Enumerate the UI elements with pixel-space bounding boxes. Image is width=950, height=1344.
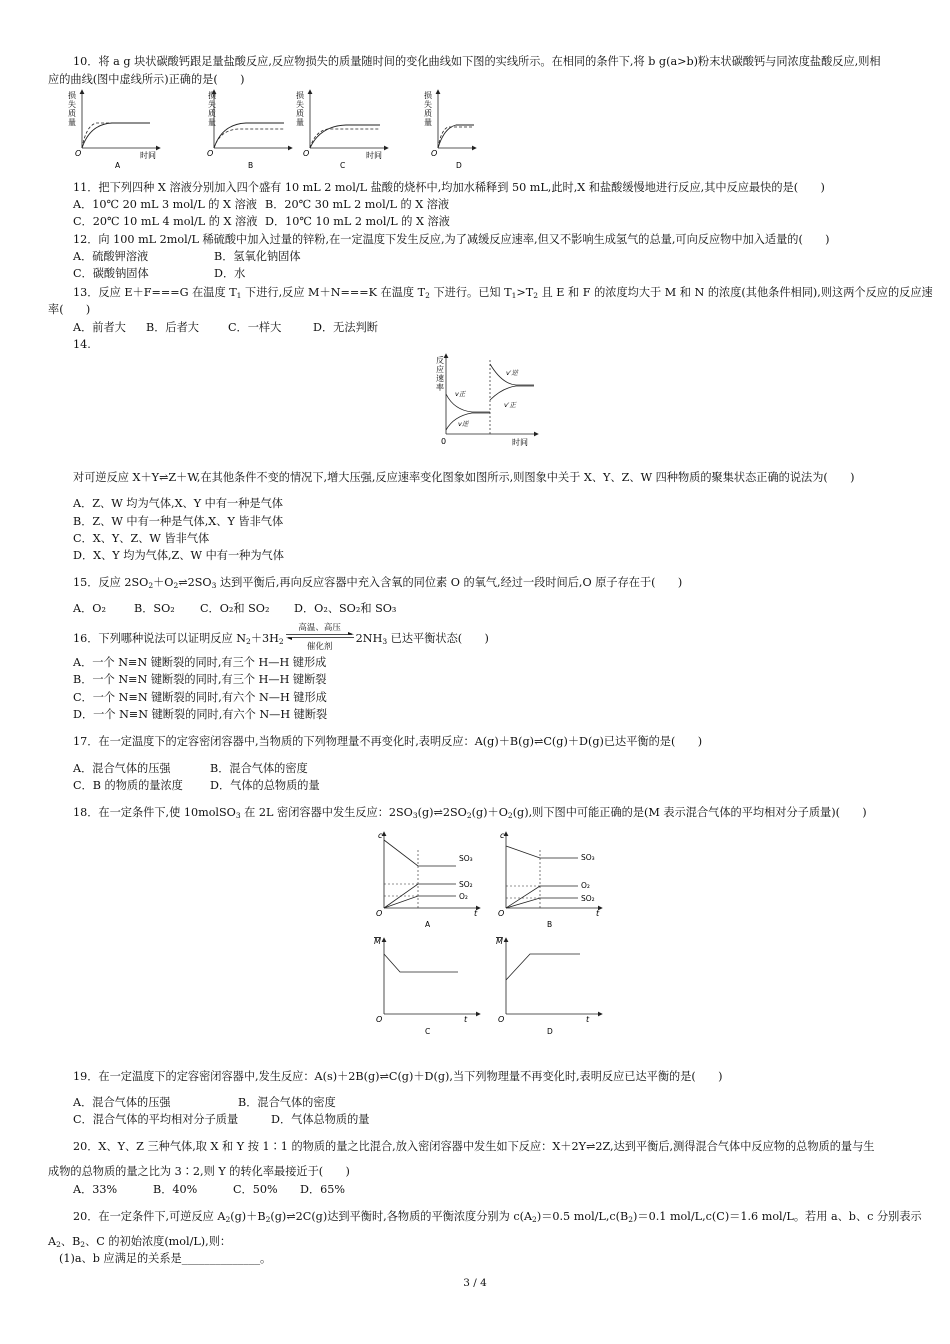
q10-d-ylabel-2: 失	[424, 100, 432, 109]
q18-panel-b	[498, 831, 602, 929]
q10-c-xlabel: 时间	[366, 151, 382, 160]
q18-c-origin: O	[376, 1015, 383, 1024]
q10-panel-c	[296, 90, 388, 170]
q10-panel-d	[424, 90, 476, 170]
q10-c-panel-label: C	[340, 161, 346, 170]
q14-v-ni-label: v逆	[458, 420, 469, 428]
q14-xlabel: 时间	[512, 438, 528, 447]
q18-a-t-label: t	[474, 909, 478, 918]
q10-a-ylabel-1: 损	[68, 91, 76, 100]
q13-option-b: B．后者大	[146, 321, 199, 334]
q14-option-a: A．Z、W 均为气体,X、Y 中有一种是气体	[73, 497, 283, 510]
q10-c-ylabel-2: 失	[296, 100, 304, 109]
q18-a-label-o2: O₂	[459, 892, 468, 901]
q18-c-panel-label: C	[425, 1027, 431, 1036]
q10-c-origin: O	[303, 149, 310, 158]
q18-panel-a	[376, 831, 480, 929]
q15-option-c: C．O₂和 SO₂	[200, 602, 270, 615]
q20a-option-d: D．65%	[300, 1183, 346, 1196]
q16-stem: 16．下列哪种说法可以证明反应 $N_2+3H_2$ 高温、高压 催化剂 $2NH_3$ 已达平衡状态( )	[73, 630, 489, 646]
q19-option-c: C．混合气体的平均相对分子质量	[73, 1113, 239, 1126]
q16-equilibrium-arrow	[284, 623, 356, 652]
q14-v-ni-prime-label: v′逆	[506, 369, 518, 377]
q18-stem: 18．在一定条件下,使 10molSO$_3$ 在 2L 密闭容器中发生反应：$2SO_3(g)\rightleftharpoons 2SO_2(g)+O_2(g)$,则下图中可能正确的是(M 表示混合气体的平均相对分子质量)( )	[73, 806, 867, 820]
q18-b-panel-label: B	[547, 920, 553, 929]
q18-a-panel-label: A	[425, 920, 431, 929]
q10-panel-b	[207, 90, 292, 170]
q14-option-c: C．X、Y、Z、W 皆非气体	[73, 532, 210, 545]
q18-d-origin: O	[498, 1015, 505, 1024]
q19-option-a: A．混合气体的压强	[73, 1096, 171, 1109]
q19-stem: 19．在一定温度下的定容密闭容器中,发生反应：A(s)＋2B(g)⇌C(g)＋D(g),当下列物理量不再变化时,表明反应已达平衡的是( )	[73, 1070, 723, 1083]
q10-c-ylabel-4: 量	[296, 118, 304, 127]
q10-a-panel-label: A	[115, 161, 121, 170]
q10-a-ylabel-4: 量	[68, 118, 76, 127]
q20b-line3: (1)a、b 应满足的关系是______________。	[59, 1252, 272, 1265]
page-number: 3 / 4	[463, 1277, 487, 1289]
q10-d-ylabel-4: 量	[424, 118, 432, 127]
q14-ylabel-1: 反	[436, 356, 444, 365]
q18-panel-c	[374, 937, 480, 1036]
q18-c-t-label: t	[464, 1015, 468, 1024]
q12-option-a: A．硫酸钾溶液	[73, 250, 149, 263]
q10-figures	[60, 86, 480, 176]
q18-b-label-o2: O₂	[581, 881, 590, 890]
q18-a-c-label: c	[378, 831, 383, 840]
q13-line1: 13．反应 E＋F===G 在温度 $T_1$ 下进行,反应 M＋N===K 在温度 $T_2$ 下进行。已知 $T_1>T_2$ 且 E 和 F 的浓度均大于 M 和 N 的浓度(其他条件相同),则这两个反应的反应速	[73, 286, 933, 300]
q10-c-ylabel-3: 质	[296, 109, 304, 118]
q10-b-ylabel-2: 失	[208, 100, 216, 109]
q13-line2: 率( )	[48, 303, 91, 316]
q11-option-d: D．10℃ 10 mL 2 mol/L 的 X 溶液	[265, 215, 450, 228]
q14-ylabel-3: 速	[436, 374, 444, 383]
q14-option-d: D．X、Y 均为气体,Z、W 中有一种为气体	[73, 549, 284, 562]
q18-b-t-label: t	[596, 909, 600, 918]
q18-b-c-label: c	[500, 831, 505, 840]
q14-ylabel-2: 应	[436, 365, 444, 374]
q18-b-label-so3: SO₃	[581, 853, 595, 862]
q20a-line2: 成物的总物质的量之比为 3∶2,则 Y 的转化率最接近于( )	[48, 1165, 350, 1178]
q10-line2: 应的曲线(图中虚线所示)正确的是( )	[48, 73, 245, 86]
q10-d-panel-label: D	[456, 161, 462, 170]
q10-b-ylabel-3: 质	[208, 109, 216, 118]
q16-condition-bottom: 催化剂	[306, 642, 333, 652]
q10-d-ylabel-3: 质	[424, 109, 432, 118]
q19-option-d: D．气体总物质的量	[271, 1113, 370, 1126]
q18-b-label-so2: SO₂	[581, 894, 595, 903]
q18-d-m-label: M	[496, 937, 503, 946]
q18-d-t-label: t	[586, 1015, 590, 1024]
q18-a-label-so2: SO₂	[459, 880, 473, 889]
q18-figures	[370, 828, 610, 1042]
q14-ylabel-4: 率	[436, 383, 444, 392]
q10-b-ylabel-4: 量	[208, 118, 216, 127]
q11-option-b: B．20℃ 30 mL 2 mol/L 的 X 溶液	[265, 198, 450, 211]
q16-option-a: A．一个 N≡N 键断裂的同时,有三个 H—H 键形成	[73, 656, 327, 669]
q14-stem: 对可逆反应 X＋Y⇌Z＋W,在其他条件不变的情况下,增大压强,反应速率变化图象如图所示,则图象中关于 X、Y、Z、W 四种物质的聚集状态正确的说法为( )	[73, 471, 855, 484]
q15-option-d: D．O₂、SO₂和 SO₃	[294, 602, 397, 615]
q12-option-c: C．碳酸钠固体	[73, 267, 149, 280]
q10-b-origin: O	[207, 149, 214, 158]
q13-option-c: C．一样大	[228, 321, 282, 334]
q20a-option-c: C．50%	[233, 1183, 278, 1196]
q18-d-panel-label: D	[547, 1027, 553, 1036]
q20a-option-b: B．40%	[153, 1183, 198, 1196]
q10-d-origin: O	[431, 149, 438, 158]
q10-a-xlabel: 时间	[140, 151, 156, 160]
q10-line1: 10．将 a g 块状碳酸钙跟足量盐酸反应,反应物损失的质量随时间的变化曲线如下图的实线所示。在相同的条件下,将 b g(a>b)粉末状碳酸钙与同浓度盐酸反应,则相	[73, 55, 881, 68]
q19-option-b: B．混合气体的密度	[238, 1096, 336, 1109]
q16-condition-top: 高温、高压	[298, 623, 341, 633]
q12-stem: 12．向 100 mL 2mol/L 稀硫酸中加入过量的锌粉,在一定温度下发生反应,为了减缓反应速率,但又不影响生成氢气的总量,可向反应物中加入适量的( )	[73, 233, 830, 246]
q17-option-c: C．B 的物质的量浓度	[73, 779, 183, 792]
q11-stem: 11．把下列四种 X 溶液分别加入四个盛有 10 mL 2 mol/L 盐酸的烧杯中,均加水稀释到 50 mL,此时,X 和盐酸缓慢地进行反应,其中反应最快的是( )	[73, 181, 825, 194]
q17-stem: 17．在一定温度下的定容密闭容器中,当物质的下列物理量不再变化时,表明反应：A(g)＋B(g)⇌C(g)＋D(g)已达平衡的是( )	[73, 735, 703, 748]
q20b-line1: 20．在一定条件下,可逆反应 $A_2(g)+B_2(g)\rightleftharpoons 2C(g)$达到平衡时,各物质的平衡浓度分别为 $c(A_2)=0.5$ mol/$L,c(B_2)=0.1$ mol/L,c(C)＝1.6 mol/L。若用 a、b、c 分别表示	[73, 1210, 922, 1224]
q16-option-d: D．一个 N≡N 键断裂的同时,有六个 N—H 键断裂	[73, 708, 328, 721]
q14-option-b: B．Z、W 中有一种是气体,X、Y 皆非气体	[73, 515, 284, 528]
q14-rate-graph	[428, 352, 540, 456]
q10-a-ylabel-3: 质	[68, 109, 76, 118]
q13-option-a: A．前者大	[73, 321, 126, 334]
q14-number: 14.	[73, 338, 91, 351]
q10-d-ylabel-1: 损	[424, 91, 432, 100]
q17-option-a: A．混合气体的压强	[73, 762, 171, 775]
q11-option-a: A．10℃ 20 mL 3 mol/L 的 X 溶液	[73, 198, 257, 211]
q20a-line1: 20．X、Y、Z 三种气体,取 X 和 Y 按 1∶1 的物质的量之比混合,放入密闭容器中发生如下反应：X＋2Y⇌2Z,达到平衡后,测得混合气体中反应物的总物质的量与生	[73, 1140, 875, 1153]
q11-option-c: C．20℃ 10 mL 4 mol/L 的 X 溶液	[73, 215, 258, 228]
q10-a-ylabel-2: 失	[68, 100, 76, 109]
q10-c-ylabel-1: 损	[296, 91, 304, 100]
q10-a-origin: O	[75, 149, 82, 158]
q16-option-c: C．一个 N≡N 键断裂的同时,有六个 N—H 键形成	[73, 691, 327, 704]
q13-option-d: D．无法判断	[313, 321, 378, 334]
q17-option-b: B．混合气体的密度	[210, 762, 308, 775]
q15-option-b: B．SO₂	[134, 602, 175, 615]
q15-stem: 15．反应 $2SO_2+O_2\rightleftharpoons 2SO_3$ 达到平衡后,再向反应容器中充入含氧的同位素 O 的氧气,经过一段时间后,O 原子存在于( )	[73, 576, 683, 590]
q14-v-zheng-prime-label: v′正	[504, 401, 516, 409]
q15-option-a: A．O₂	[73, 602, 106, 615]
q20b-line2: $A_2$、$B_2$、C 的初始浓度(mol/L),则：	[48, 1235, 232, 1249]
q18-panel-d	[496, 937, 602, 1036]
q16-option-b: B．一个 N≡N 键断裂的同时,有三个 H—H 键断裂	[73, 673, 327, 686]
q18-b-origin: O	[498, 909, 505, 918]
q10-panel-a	[68, 90, 160, 170]
q10-b-panel-label: B	[248, 161, 254, 170]
q12-option-d: D．水	[214, 267, 246, 280]
q18-a-label-so3: SO₃	[459, 854, 473, 863]
q17-option-d: D．气体的总物质的量	[210, 779, 320, 792]
q12-option-b: B．氢氧化钠固体	[214, 250, 301, 263]
q18-a-origin: O	[376, 909, 383, 918]
q10-b-ylabel-1: 损	[208, 91, 216, 100]
q14-origin: 0	[441, 437, 447, 446]
q14-v-zheng-label: v正	[455, 390, 466, 398]
q18-c-m-label: M	[374, 937, 381, 946]
q20a-option-a: A．33%	[73, 1183, 118, 1196]
